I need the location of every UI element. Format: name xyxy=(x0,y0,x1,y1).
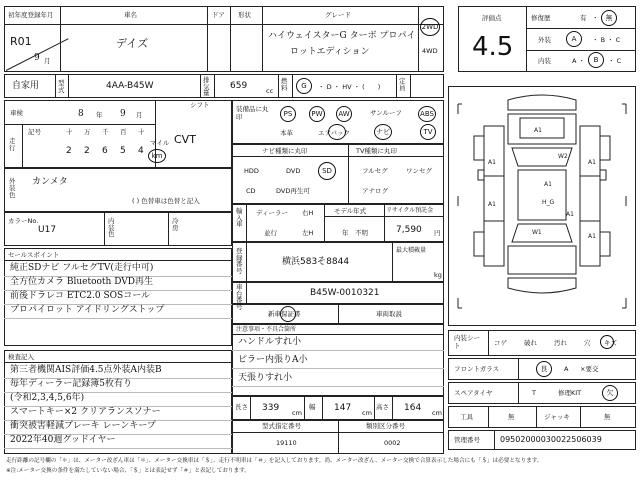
color-label: 外装色 xyxy=(9,177,16,200)
sales-rule xyxy=(4,318,232,319)
plate-label: 登録番号 xyxy=(236,247,243,275)
length-value: 339 xyxy=(262,403,280,413)
mileage-unit: 十 xyxy=(66,128,73,136)
import-label: 輸入車 xyxy=(236,207,243,228)
model-label: 型式 xyxy=(58,79,65,94)
grade-label: グレード xyxy=(325,11,351,19)
color-code: U17 xyxy=(38,225,57,235)
max-load-label: 最大積載量 xyxy=(396,247,427,254)
equip-pw-circle: PW xyxy=(309,106,325,122)
import-left: 左H xyxy=(302,229,314,237)
front-glass-good-circle: 良 xyxy=(536,361,552,377)
sales-line: 純正SDナビ フルセグTV(走行中可) xyxy=(10,263,154,273)
tv-analog: アナログ xyxy=(362,187,388,195)
mileage-label: 走行 xyxy=(9,137,16,152)
reg-month: 9 xyxy=(34,53,40,63)
inspector-line: 衝突被害軽減ブレーキ レーンキープ xyxy=(10,421,156,431)
jack-label: ジャッキ xyxy=(544,413,570,421)
height-label: 高さ xyxy=(376,403,389,411)
notes-rule xyxy=(232,368,444,369)
kg-unit: kg xyxy=(434,271,442,279)
inspector-rule xyxy=(4,448,232,449)
inspector-line: スマートキー×2 クリアランスソナー xyxy=(10,407,161,417)
mark-hood: A1 xyxy=(534,127,542,134)
notes-rule xyxy=(232,386,444,387)
color-code-label: カラーNo. xyxy=(8,217,39,225)
model-year-label: モデル年式 xyxy=(334,207,367,215)
equip-tv-circle: TV xyxy=(420,124,436,140)
notes-rule xyxy=(232,350,444,351)
front-glass-a: A xyxy=(564,365,569,373)
model-year-value: 年 不明 xyxy=(342,229,368,237)
tools-label: 工具 xyxy=(460,413,473,421)
color-note: ( ) 色替車は色替と記入 xyxy=(132,197,200,205)
disp-label: 排気量 xyxy=(203,76,210,97)
jack-value: 無 xyxy=(604,413,611,421)
sales-label: セールスポイント xyxy=(8,251,60,259)
cold-label: 冷房 xyxy=(172,217,179,232)
sales-line: プロパイロット アイドリングストップ xyxy=(10,305,165,315)
equip-airbag: エアバック xyxy=(318,129,350,137)
color-value: カンメタ xyxy=(32,177,68,187)
equip-ps-circle: PS xyxy=(280,106,296,122)
interior-item: コゲ xyxy=(494,339,507,347)
sales-line: 全方位カメラ Bluetooth DVD再生 xyxy=(10,277,153,287)
equip-leather: 本革 xyxy=(280,129,293,137)
recycle-label: リサイクル預託金 xyxy=(386,207,434,214)
inspector-line: 毎年ディーラー記録簿5枚有り xyxy=(10,379,133,389)
shift-value: CVT xyxy=(174,133,196,146)
navi-hdd: HDD xyxy=(244,167,259,175)
navi-title: ナビ種類に丸印 xyxy=(262,147,308,155)
first-reg-label: 初年度登録年月 xyxy=(8,11,54,19)
tools-value: 無 xyxy=(508,413,515,421)
usage: 自家用 xyxy=(12,81,40,91)
int-color-label: 内装色 xyxy=(108,217,115,238)
length-unit: cm xyxy=(292,409,302,417)
car-diagram xyxy=(448,86,636,326)
footer-line1: 走行距離の記号欄の「＊」は、メーター改ざん車は「＊」、メーター交換車は「＄」、走行不明車は「＃」を記入しております。尚、メーター改ざん、メーター交換で合算表示した場合にも「＄」は必要となります。 xyxy=(6,458,543,464)
equip-navi-circle: ナビ xyxy=(374,124,392,140)
grade-line1: ハイウェイスターG ターボ プロパイ xyxy=(268,31,416,41)
recycle-yen: 円 xyxy=(434,229,441,237)
type-label: 型式指定番号 xyxy=(262,422,301,430)
drive-2wd-circle: 2WD xyxy=(420,18,440,36)
plate-value: 横浜583そ8844 xyxy=(282,257,350,267)
cc-unit: cc xyxy=(266,87,274,95)
mileage-digit: 6 xyxy=(102,146,108,156)
shift-label: シフト xyxy=(190,101,210,109)
mark-right1: A1 xyxy=(588,159,596,166)
equip-aw-circle: AW xyxy=(336,106,352,122)
exterior-a-circle: A xyxy=(566,31,582,47)
grade-line2: ロットエディション xyxy=(290,47,370,57)
equipment-label: 装備品に丸印 xyxy=(236,105,269,121)
width-unit: cm xyxy=(362,409,372,417)
inspector-line: (令和2,3,4,5,6年) xyxy=(10,393,85,403)
equip-sunroof: サンルーフ xyxy=(370,109,402,117)
equip-abs-circle: ABS xyxy=(418,106,436,122)
color-box xyxy=(4,168,232,212)
navi-dvd-play: DVD再生可 xyxy=(276,187,310,195)
mileage-unit: 万 xyxy=(84,128,91,136)
tv-oneseg: ワンセグ xyxy=(406,167,432,175)
interior-scratch-circle xyxy=(600,335,614,349)
mileage-digit: 4 xyxy=(138,146,144,156)
repair-yes: 有 xyxy=(580,14,587,22)
mark-right2: A1 xyxy=(566,211,574,218)
spare-label: スペアタイヤ xyxy=(454,389,493,397)
tv-title: TV種類に丸印 xyxy=(356,147,397,155)
interior-item: 破れ xyxy=(524,339,537,347)
mileage-digit-label: 記号 xyxy=(28,128,41,136)
inspector-line: 第三者機関AIS評価4.5点外装A内装B xyxy=(10,365,162,375)
interior-item: キズ xyxy=(604,339,617,347)
mark-roof1: A1 xyxy=(544,181,552,188)
model-year: R01 xyxy=(10,35,32,48)
width-value: 147 xyxy=(334,403,352,413)
interior-b-circle: B xyxy=(588,52,604,68)
inspection-month-unit: 月 xyxy=(136,111,143,119)
cat-label: 類別区分番号 xyxy=(366,422,405,430)
navi-sd-circle: SD xyxy=(318,162,336,180)
interior-a: A ・ xyxy=(572,57,586,65)
inspection-year: 8 xyxy=(78,109,84,119)
repair-no-circle: 無 xyxy=(601,10,617,26)
manual: 車両取説 xyxy=(376,310,402,318)
sales-line: 前後ドラレコ ETC2.0 SOSコール xyxy=(10,291,151,301)
mileage-unit: 百 xyxy=(120,128,127,136)
displacement: 659 xyxy=(230,81,248,91)
cap-label: 定員 xyxy=(399,77,406,92)
car-name: デイズ xyxy=(116,37,149,50)
door-label: ドア xyxy=(212,11,225,19)
navi-dvd: DVD xyxy=(286,167,301,175)
mileage-digit: 5 xyxy=(120,146,126,156)
spare-kit: 修理KIT xyxy=(558,389,582,397)
inspector-label: 検査記入 xyxy=(8,353,34,361)
front-glass-label: フロントガラス xyxy=(454,365,500,373)
recycle-value: 7,590 xyxy=(396,225,422,235)
width-label: 幅 xyxy=(309,403,316,411)
interior-c: ・ C xyxy=(608,57,622,65)
mark-roof-hg: H_G xyxy=(542,199,555,206)
inspection-month: 9 xyxy=(120,109,126,119)
cat-value: 0002 xyxy=(384,439,401,447)
repair-label: 修復歴 xyxy=(531,14,551,22)
spare-t: T xyxy=(532,389,536,397)
height-value: 164 xyxy=(404,403,422,413)
km-circle: km xyxy=(148,149,166,163)
spare-missing-circle: 欠 xyxy=(602,385,618,401)
notes-line: 天張りすれ小 xyxy=(238,373,293,383)
inspection-year-unit: 年 xyxy=(96,111,103,119)
length-label: 長さ xyxy=(235,403,248,411)
import-dealer: ディーラー xyxy=(256,209,288,217)
model-code: 4AA-B45W xyxy=(106,81,154,91)
type-value: 19110 xyxy=(276,439,297,447)
mark-windshield: W2 xyxy=(558,153,568,160)
interior-label: 内装 xyxy=(538,57,551,65)
inspection-label: 車検 xyxy=(10,109,23,117)
notes-line: ハンドルすれ小 xyxy=(238,337,302,347)
exterior-label: 外装 xyxy=(538,36,551,44)
mark-left2: A1 xyxy=(488,201,496,208)
tv-fullseg: フルセグ xyxy=(362,167,388,175)
mark-rear-glass: W1 xyxy=(532,229,542,236)
mark-right3: A1 xyxy=(588,233,596,240)
mgmt-label: 管理番号 xyxy=(454,436,480,444)
score-label: 評価点 xyxy=(482,14,502,22)
chassis-label: 車台番号 xyxy=(236,283,243,311)
reg-month-unit: 月 xyxy=(44,57,51,65)
mileage-unit: 千 xyxy=(102,128,109,136)
mile-label: マイル xyxy=(150,139,170,147)
chassis-value: B45W-0010321 xyxy=(310,288,380,298)
navi-cd: CD xyxy=(246,187,256,195)
name-label: 車名 xyxy=(124,11,137,19)
exterior-b: ・ B ・ C xyxy=(592,36,621,44)
fuel-label: 燃料 xyxy=(281,77,288,92)
mgmt-value: 09502000030022506039 xyxy=(500,435,602,444)
drive-4wd: 4WD xyxy=(422,47,438,55)
interior-item: 汚れ xyxy=(554,339,567,347)
notes-label: 注意事項・不具合箇所 xyxy=(236,326,297,333)
mileage-digit: 2 xyxy=(66,146,72,156)
inspector-line: 2022年40週グッドイヤー xyxy=(10,435,116,445)
fuel-g-circle: G xyxy=(296,78,312,94)
fuel-others: ・ D ・ HV ・ ( ) xyxy=(318,83,381,91)
footer-line2: ※注:メーター交換の条件を満たしていない場合、「＄」とは表記せず「＃」と表記しております。 xyxy=(6,468,250,474)
score-value: 4.5 xyxy=(472,32,514,62)
shape-label: 形状 xyxy=(238,11,251,19)
mark-left1: A1 xyxy=(488,159,496,166)
import-parallel: 並行 xyxy=(264,229,277,237)
front-glass-replace: ×要交 xyxy=(580,365,599,373)
interior-seat-label: 内装シート xyxy=(454,334,480,351)
import-right: 右H xyxy=(302,209,314,217)
new-warranty: 新車保証書 xyxy=(268,310,301,318)
mileage-unit: 十 xyxy=(138,128,145,136)
mileage-digit: 2 xyxy=(84,146,90,156)
height-unit: cm xyxy=(432,409,442,417)
notes-line: ピラー内張りA小 xyxy=(238,355,308,365)
interior-item: 穴 xyxy=(584,339,591,347)
